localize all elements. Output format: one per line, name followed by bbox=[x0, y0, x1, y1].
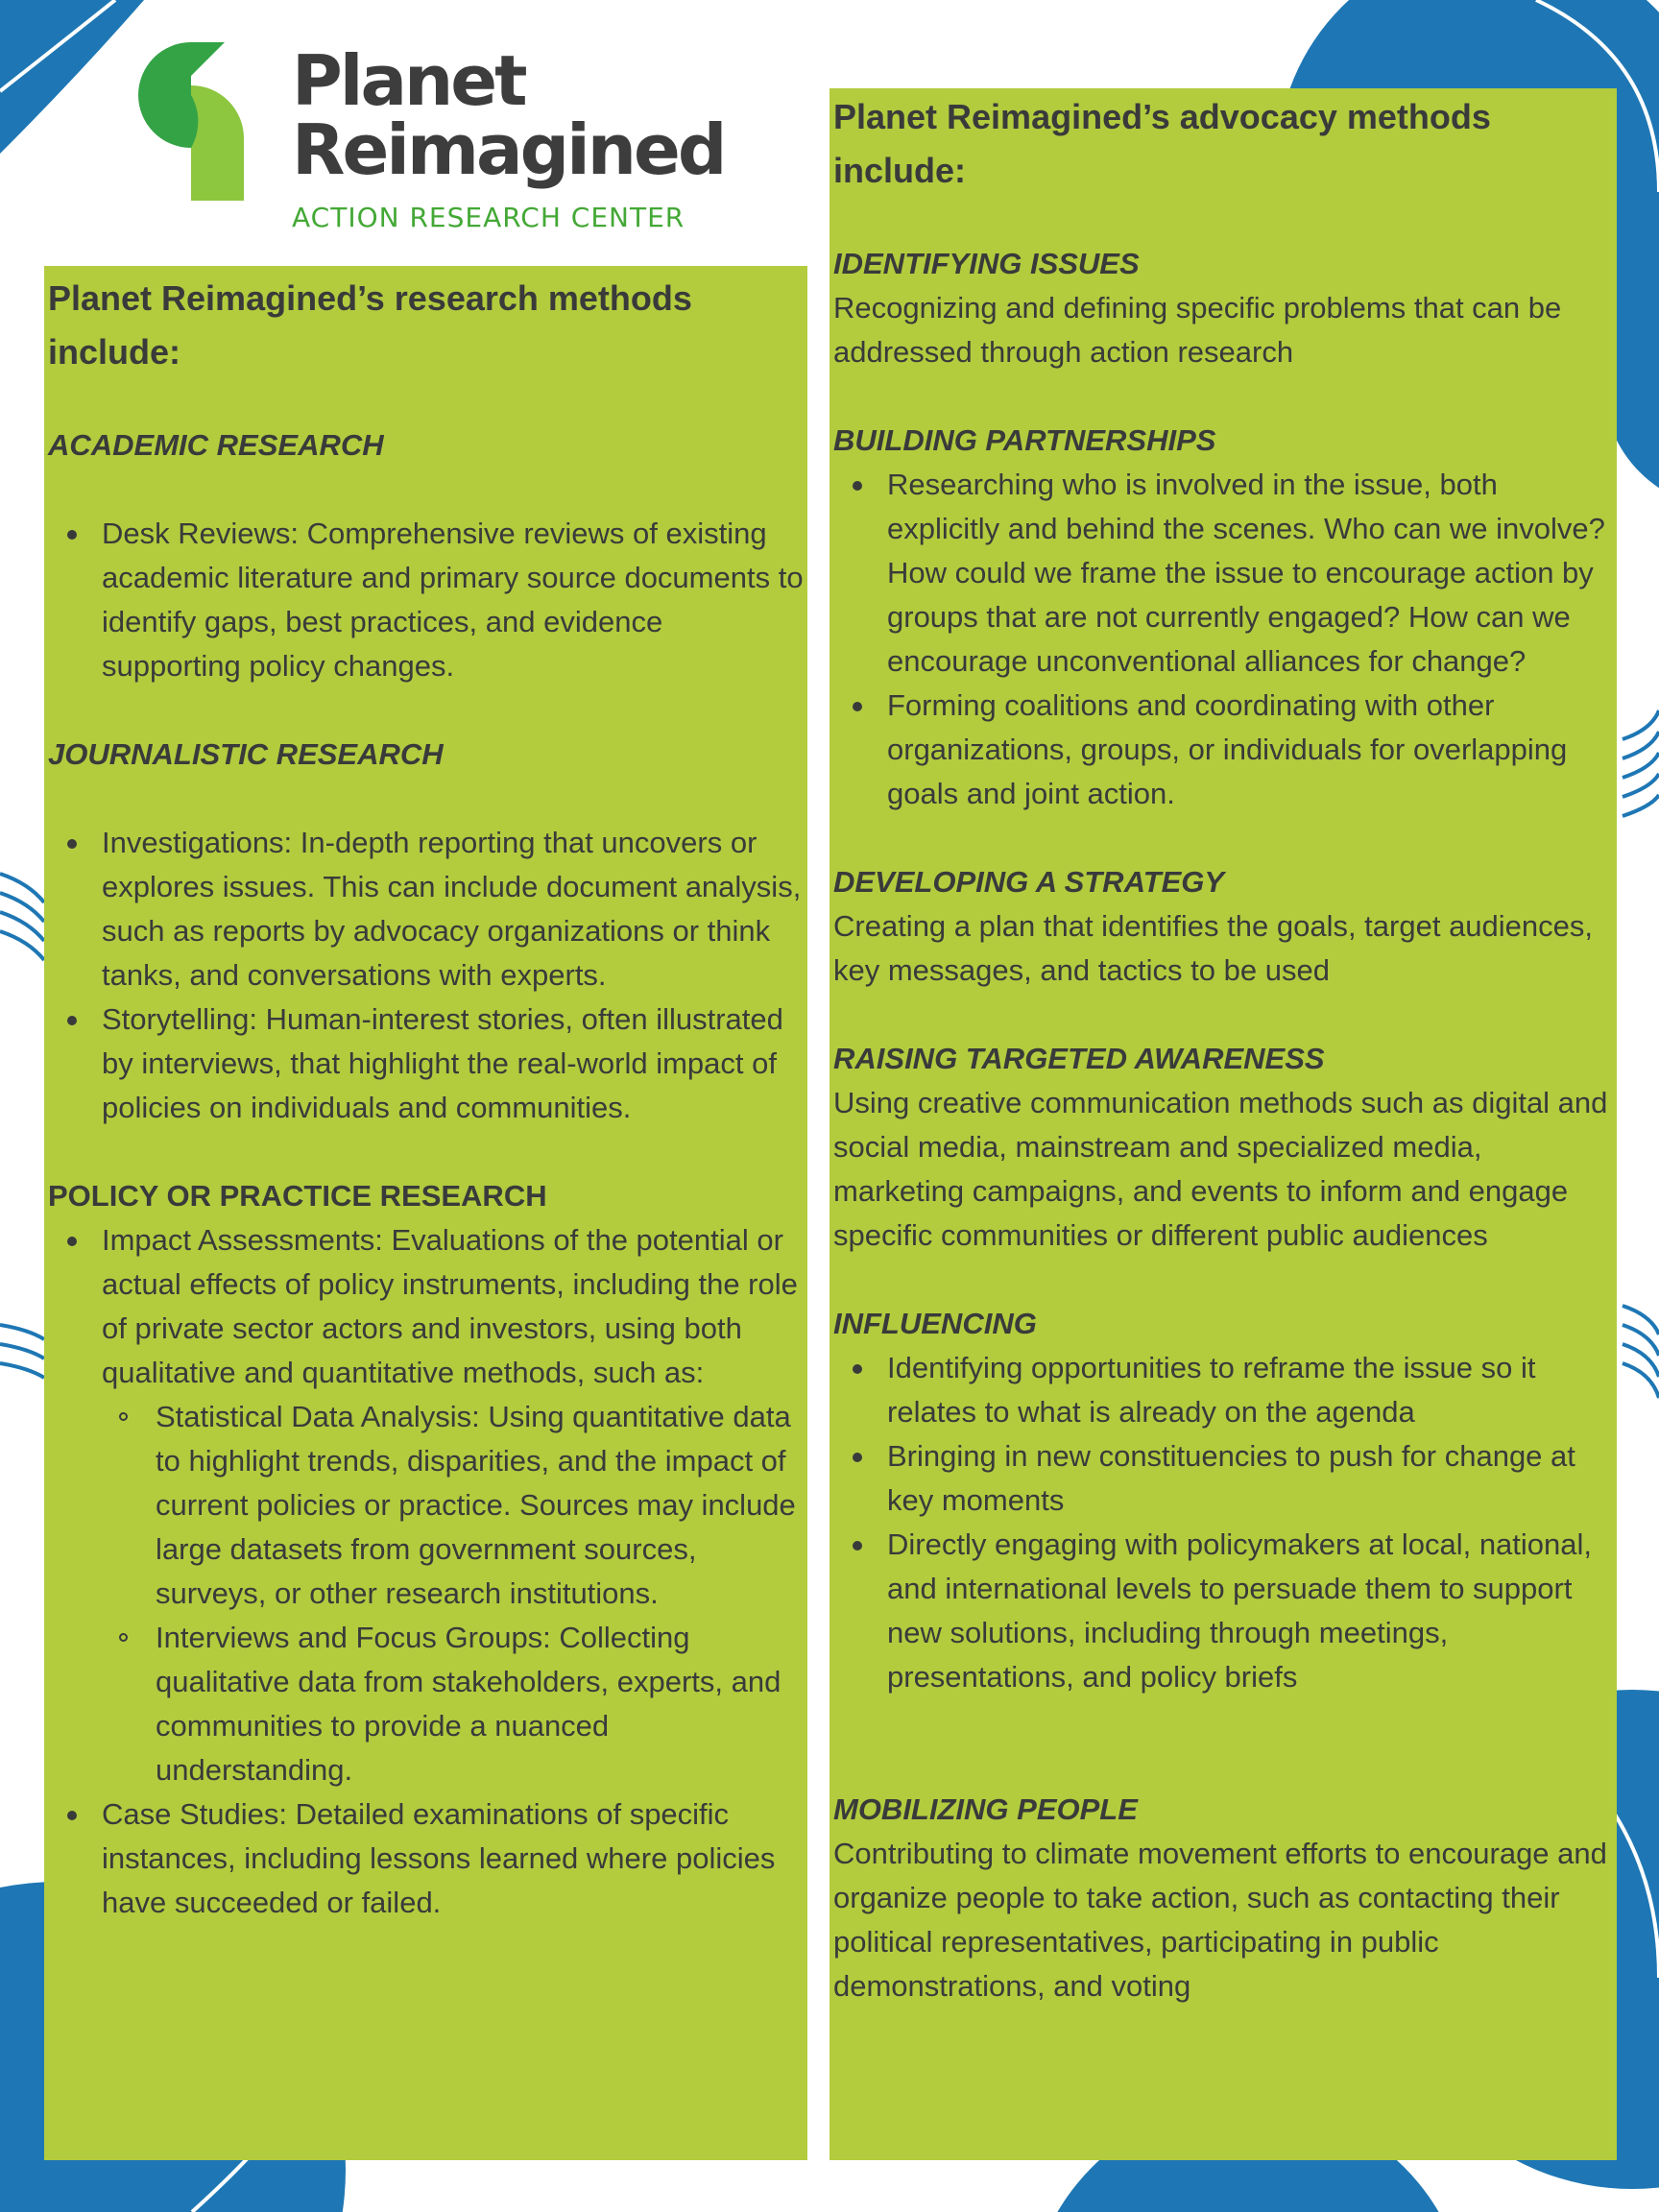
list-item: Directly engaging with policymakers at local, national, and international levels to persuade them to support new solutions, including through meetings, presentations, and policy briefs bbox=[833, 1523, 1617, 1699]
mobilizing-people-text: Contributing to climate movement efforts to encourage and organize people to take action, such as contacting their political representatives, participating in public demonstrations, and voting bbox=[833, 1837, 1607, 2003]
list-item: Investigations: In-depth reporting that uncovers or explores issues. This can include document analysis, such as reports by advocacy organizations or think tanks, and conversations with experts. bbox=[48, 821, 807, 998]
right-stripes bbox=[1623, 710, 1659, 1398]
building-partnerships-title: BUILDING PARTNERSHIPS bbox=[833, 423, 1216, 457]
advocacy-methods-panel bbox=[830, 88, 1617, 2160]
mobilizing-people-title: MOBILIZING PEOPLE bbox=[833, 1792, 1138, 1826]
left-stripes bbox=[0, 874, 44, 1378]
list-item: Researching who is involved in the issue, both explicitly and behind the scenes. Who can we involve? How could we frame the issue to encourage action by groups that are not currently engaged? How can we encourage unconventional alliances for change? bbox=[833, 463, 1617, 684]
list-item: Forming coalitions and coordinating with other organizations, groups, or individuals for overlapping goals and joint action. bbox=[833, 684, 1617, 816]
academic-research-title: ACADEMIC RESEARCH bbox=[48, 428, 384, 462]
list-item: Bringing in new constituencies to push for change at key moments bbox=[833, 1434, 1617, 1523]
list-item: Desk Reviews: Comprehensive reviews of existing academic literature and primary source documents to identify gaps, best practices, and evidence supporting policy changes. bbox=[48, 512, 807, 688]
list-item: Identifying opportunities to reframe the issue so it relates to what is already on the agenda bbox=[833, 1346, 1617, 1434]
list-item bbox=[48, 1218, 807, 1792]
influencing-title: INFLUENCING bbox=[833, 1307, 1037, 1340]
list-item: Storytelling: Human-interest stories, often illustrated by interviews, that highlight the real-world impact of policies on individuals and communities. bbox=[48, 998, 807, 1130]
advocacy-heading: Planet Reimagined’s advocacy methods include: bbox=[833, 97, 1491, 190]
policy-research-title: POLICY OR PRACTICE RESEARCH bbox=[48, 1179, 547, 1213]
developing-strategy-title: DEVELOPING A STRATEGY bbox=[833, 865, 1225, 899]
research-heading: Planet Reimagined’s research methods include: bbox=[48, 278, 692, 372]
planet-reimagined-logo-icon bbox=[119, 33, 263, 205]
impact-sublist bbox=[102, 1395, 807, 1792]
brand-wordmark bbox=[292, 40, 725, 233]
influencing-list bbox=[833, 1346, 1617, 1699]
journalistic-research-list bbox=[48, 821, 807, 1130]
brand-name-line2: Reimagined bbox=[292, 109, 725, 190]
brand-subtitle: ACTION RESEARCH CENTER bbox=[292, 202, 685, 233]
raising-awareness-text: Using creative communication methods such as digital and social media, mainstream and specialized media, marketing campaigns, and events to inform and engage specific communities or different public audiences bbox=[833, 1086, 1608, 1252]
sublist-item: Statistical Data Analysis: Using quantitative data to highlight trends, disparities, and the impact of current policies or practice. Sources may include large datasets from government sources, surveys, or other research institutions. bbox=[102, 1395, 807, 1616]
academic-research-list bbox=[48, 512, 807, 688]
research-methods-panel bbox=[44, 266, 807, 2160]
building-partnerships-list bbox=[833, 463, 1617, 816]
journalistic-research-title: JOURNALISTIC RESEARCH bbox=[48, 737, 444, 771]
list-item: Case Studies: Detailed examinations of specific instances, including lessons learned where policies have succeeded or failed. bbox=[48, 1792, 807, 1925]
brand-name-line1: Planet bbox=[292, 40, 525, 121]
identifying-issues-text: Recognizing and defining specific problems that can be addressed through action research bbox=[833, 291, 1562, 369]
developing-strategy-text: Creating a plan that identifies the goals, target audiences, key messages, and tactics to be used bbox=[833, 909, 1594, 987]
identifying-issues-title: IDENTIFYING ISSUES bbox=[833, 247, 1140, 280]
impact-assessments-text: Impact Assessments: Evaluations of the potential or actual effects of policy instruments, including the role of private sector actors and investors, using both qualitative and quantitative methods, such as: bbox=[102, 1223, 798, 1389]
raising-awareness-title: RAISING TARGETED AWARENESS bbox=[833, 1042, 1325, 1075]
sublist-item: Interviews and Focus Groups: Collecting qualitative data from stakeholders, experts, and communities to provide a nuanced understanding. bbox=[102, 1616, 807, 1792]
policy-research-list bbox=[48, 1218, 807, 1925]
